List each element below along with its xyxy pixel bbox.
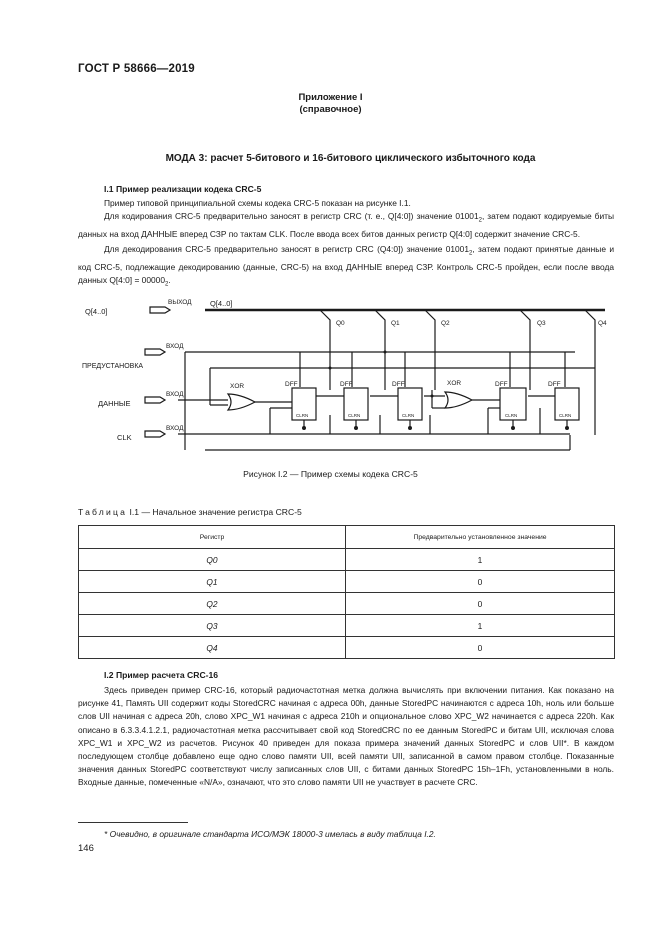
subsection-2-text (78, 684, 614, 790)
document-header: ГОСТ Р 58666—2019 (78, 63, 195, 75)
column-header: Предварительно установленное значение (346, 526, 615, 549)
table-header-row (79, 526, 615, 549)
appendix-label: Приложение I (298, 92, 363, 103)
paragraph: Пример типовой принципиальной схемы кодека CRC-5 показан на рисунке I.1. (104, 198, 411, 208)
crc5-circuit-diagram (0, 290, 661, 465)
label-input-1: ВХОД (166, 343, 184, 350)
label-input-2: ВХОД (166, 391, 184, 398)
paragraph: Для декодирования CRC-5 предварительно заносят в регистр CRC (Q4:0]) значение $01001_2$, затем подают принятые данные и код CRC-5, подлежащие декодированию (данные, CRC-5) на вход ДАННЫЕ вперед СЗР. Контроль CRC-5 пройден, если после ввода данных Q[4:0] = $00000_2$. (78, 244, 614, 289)
table-row: Q2 0 (79, 593, 615, 615)
label-dff-4: DFF (548, 381, 561, 388)
column-header: Регистр (79, 526, 346, 549)
footnote-separator (78, 822, 188, 823)
label-q-in: Q[4..0] (85, 307, 108, 316)
label-dff-2: DFF (392, 381, 405, 388)
table-row: Q0 1 (79, 549, 615, 571)
label-q0: Q0 (336, 320, 345, 327)
figure-caption: Рисунок I.2 — Пример схемы кодека CRC-5 (243, 469, 418, 479)
subsection-heading-1: I.1 Пример реализации кодека CRC-5 (104, 184, 262, 194)
label-q3: Q3 (537, 320, 546, 327)
label-preset: ПРЕДУСТАНОВКА (82, 363, 144, 370)
section-title: МОДА 3: расчет 5-битового и 16-битового циклического избыточного кода (165, 153, 536, 164)
paragraph: Здесь приведен пример CRC-16, который радиочастотная метка должна вычислять при включении питания. Как показано на рисунке 41, Память UII содержит коды StoredCRC начиная с адреса 00h, данные StoredPC начинаются с адреса 10h, ноль или больше слов UII начиная с адреса 20h, слово XPC_W1 начиная с адреса 210h и опциональное слово XPC_W2 начинается с адреса 220h. Как описано в 6.3.3.4.1.2.1, радиочастотная метка рассчитывает свой код StoredCRC по ее данным StoredPC и битам UII, исключая слова XPC_W1 и XPC_W2 из расчетов. Рисунок 40 приведен для показа примера значений данных StoredPC и слов UII*. В каждом последующем столбце добавлено еще одно слово памяти UII, всей памяти UII, записанной в самом правом столбце. Показанные значения данных StoredPC соответствуют числу записанных слов UII, с битами данных StoredPC 15h–1Fh, установленными в ноль. Входные данные, помеченные «N/A», означают, что это слово памяти UII не участвует в расчете CRC. (78, 685, 614, 788)
label-input-3: ВХОД (166, 425, 184, 432)
paragraph: Для кодирования CRC-5 предварительно заносят в регистр CRC (т. е., Q[4:0]) значение $01001_2$, затем подают кодируемые биты данных на вход ДАННЫЕ вперед СЗР по тактам CLK. После ввода всех битов данных регистр Q[4:0] содержит значение CRC-5. (78, 211, 614, 240)
label-clk: CLK (117, 433, 132, 442)
table-row: Q3 1 (79, 615, 615, 637)
label-clrn-2: CLRN (402, 413, 415, 418)
subsection-1-text (78, 197, 614, 292)
label-xor-1: XOR (230, 383, 245, 390)
label-dff-1: DFF (340, 381, 353, 388)
appendix-title (0, 92, 661, 116)
table-row: Q4 0 (79, 637, 615, 659)
table-caption: Таблица I.1 — Начальное значение регистра CRC-5 (78, 507, 302, 517)
label-q2: Q2 (441, 320, 450, 327)
register-initial-values-table (78, 525, 615, 659)
appendix-subtitle: (справочное) (299, 104, 362, 115)
label-clrn-1: CLRN (348, 413, 361, 418)
label-xor-2: XOR (447, 380, 462, 387)
label-q1: Q1 (391, 320, 400, 327)
footnote: * Очевидно, в оригинале стандарта ИСО/МЭК 18000-3 имелась в виду таблица I.2. (104, 829, 436, 839)
label-output: ВЫХОД (168, 299, 192, 306)
table-row: Q1 0 (79, 571, 615, 593)
label-dff-0: DFF (285, 381, 298, 388)
label-clrn-4: CLRN (559, 413, 572, 418)
label-dff-3: DFF (495, 381, 508, 388)
label-q-bus: Q[4..0] (210, 299, 233, 308)
subsection-heading-2: I.2 Пример расчета CRC-16 (104, 670, 219, 680)
label-data: ДАННЫЕ (98, 399, 131, 408)
page-number: 146 (78, 843, 94, 854)
label-clrn-0: CLRN (296, 413, 309, 418)
label-q4: Q4 (598, 320, 607, 327)
label-clrn-3: CLRN (505, 413, 518, 418)
